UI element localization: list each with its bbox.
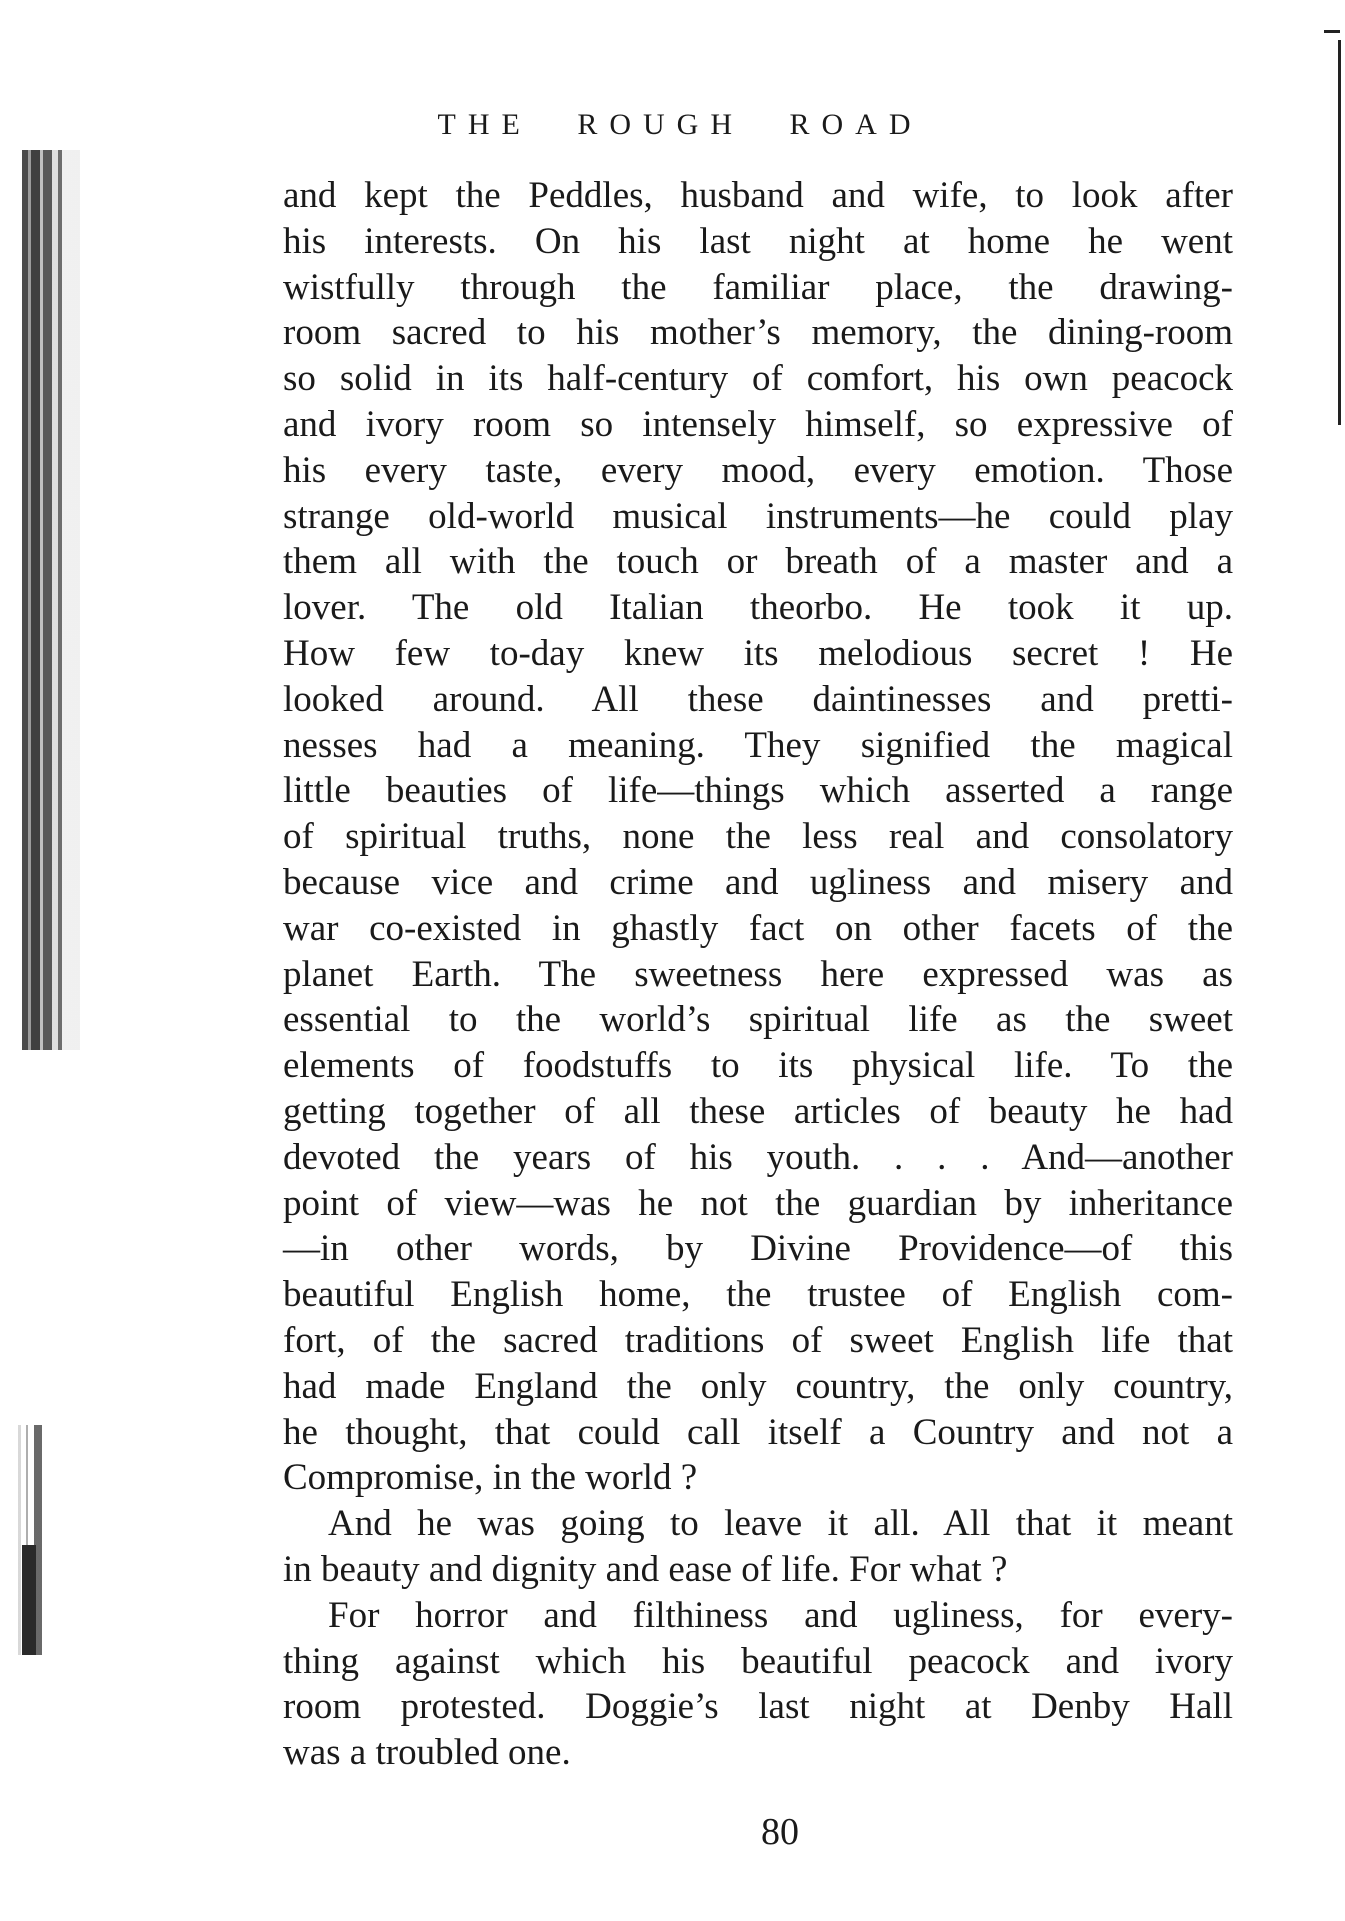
text-line: lover. The old Italian theorbo. He took it up.: [283, 587, 1233, 629]
text-line: nesses had a meaning. They signified the magical: [283, 724, 1233, 766]
text-line: thing against which his beautiful peacock and ivory: [283, 1640, 1233, 1682]
text-line-paragraph-end: was a troubled one.: [283, 1732, 571, 1774]
binding-dark-block: [22, 1545, 36, 1655]
text-line: wistfully through the familiar place, the drawing-: [283, 266, 1233, 308]
text-line: strange old-world musical instruments—he could play: [283, 495, 1233, 537]
text-line: so solid in its half-century of comfort, his own peacock: [283, 358, 1233, 400]
text-line: beautiful English home, the trustee of English com-: [283, 1274, 1233, 1316]
text-line: essential to the world’s spiritual life as the sweet: [283, 999, 1233, 1041]
text-line: elements of foodstuffs to its physical life. To the: [283, 1045, 1233, 1087]
text-line: and ivory room so intensely himself, so expressive of: [283, 403, 1233, 445]
text-line: room sacred to his mother’s memory, the dining-room: [283, 312, 1233, 354]
page-edge-line: [1338, 40, 1341, 425]
running-header: THE ROUGH ROAD: [437, 108, 923, 141]
text-line-paragraph-start: For horror and filthiness and ugliness, for every-: [328, 1594, 1233, 1636]
page-edge-mark: [1324, 30, 1340, 33]
text-line: had made England the only country, the only country,: [283, 1365, 1233, 1407]
text-line: room protested. Doggie’s last night at Denby Hall: [283, 1686, 1233, 1728]
text-line-paragraph-end: Compromise, in the world ?: [283, 1457, 698, 1499]
text-line: point of view—was he not the guardian by inheritance: [283, 1182, 1233, 1224]
text-line: fort, of the sacred traditions of sweet English life that: [283, 1319, 1233, 1361]
text-line: getting together of all these articles of beauty he had: [283, 1090, 1233, 1132]
page-body: [283, 173, 1233, 1776]
text-line-paragraph-end: in beauty and dignity and ease of life. For what ?: [283, 1548, 1008, 1590]
page-number: 80: [761, 1811, 799, 1853]
text-line: looked around. All these daintinesses and pretti-: [283, 678, 1233, 720]
text-line: because vice and crime and ugliness and misery and: [283, 861, 1233, 903]
text-line: them all with the touch or breath of a master and a: [283, 541, 1233, 583]
text-line: planet Earth. The sweetness here expressed was as: [283, 953, 1233, 995]
text-line: little beauties of life—things which asserted a range: [283, 770, 1233, 812]
text-line: his interests. On his last night at home he went: [283, 220, 1233, 262]
text-line: —in other words, by Divine Providence—of this: [283, 1228, 1233, 1270]
text-line: and kept the Peddles, husband and wife, to look after: [283, 175, 1233, 216]
text-line: How few to-day knew its melodious secret ! He: [283, 632, 1233, 674]
text-line-paragraph-start: And he was going to leave it all. All that it meant: [328, 1503, 1233, 1545]
text-line: his every taste, every mood, every emotion. Those: [283, 449, 1233, 491]
text-line: devoted the years of his youth. . . . And—another: [283, 1136, 1233, 1178]
text-line: he thought, that could call itself a Country and not a: [283, 1411, 1233, 1453]
binding-shadow: [22, 150, 80, 1050]
text-line: war co-existed in ghastly fact on other facets of the: [283, 907, 1233, 949]
text-line: of spiritual truths, none the less real and consolatory: [283, 816, 1233, 858]
